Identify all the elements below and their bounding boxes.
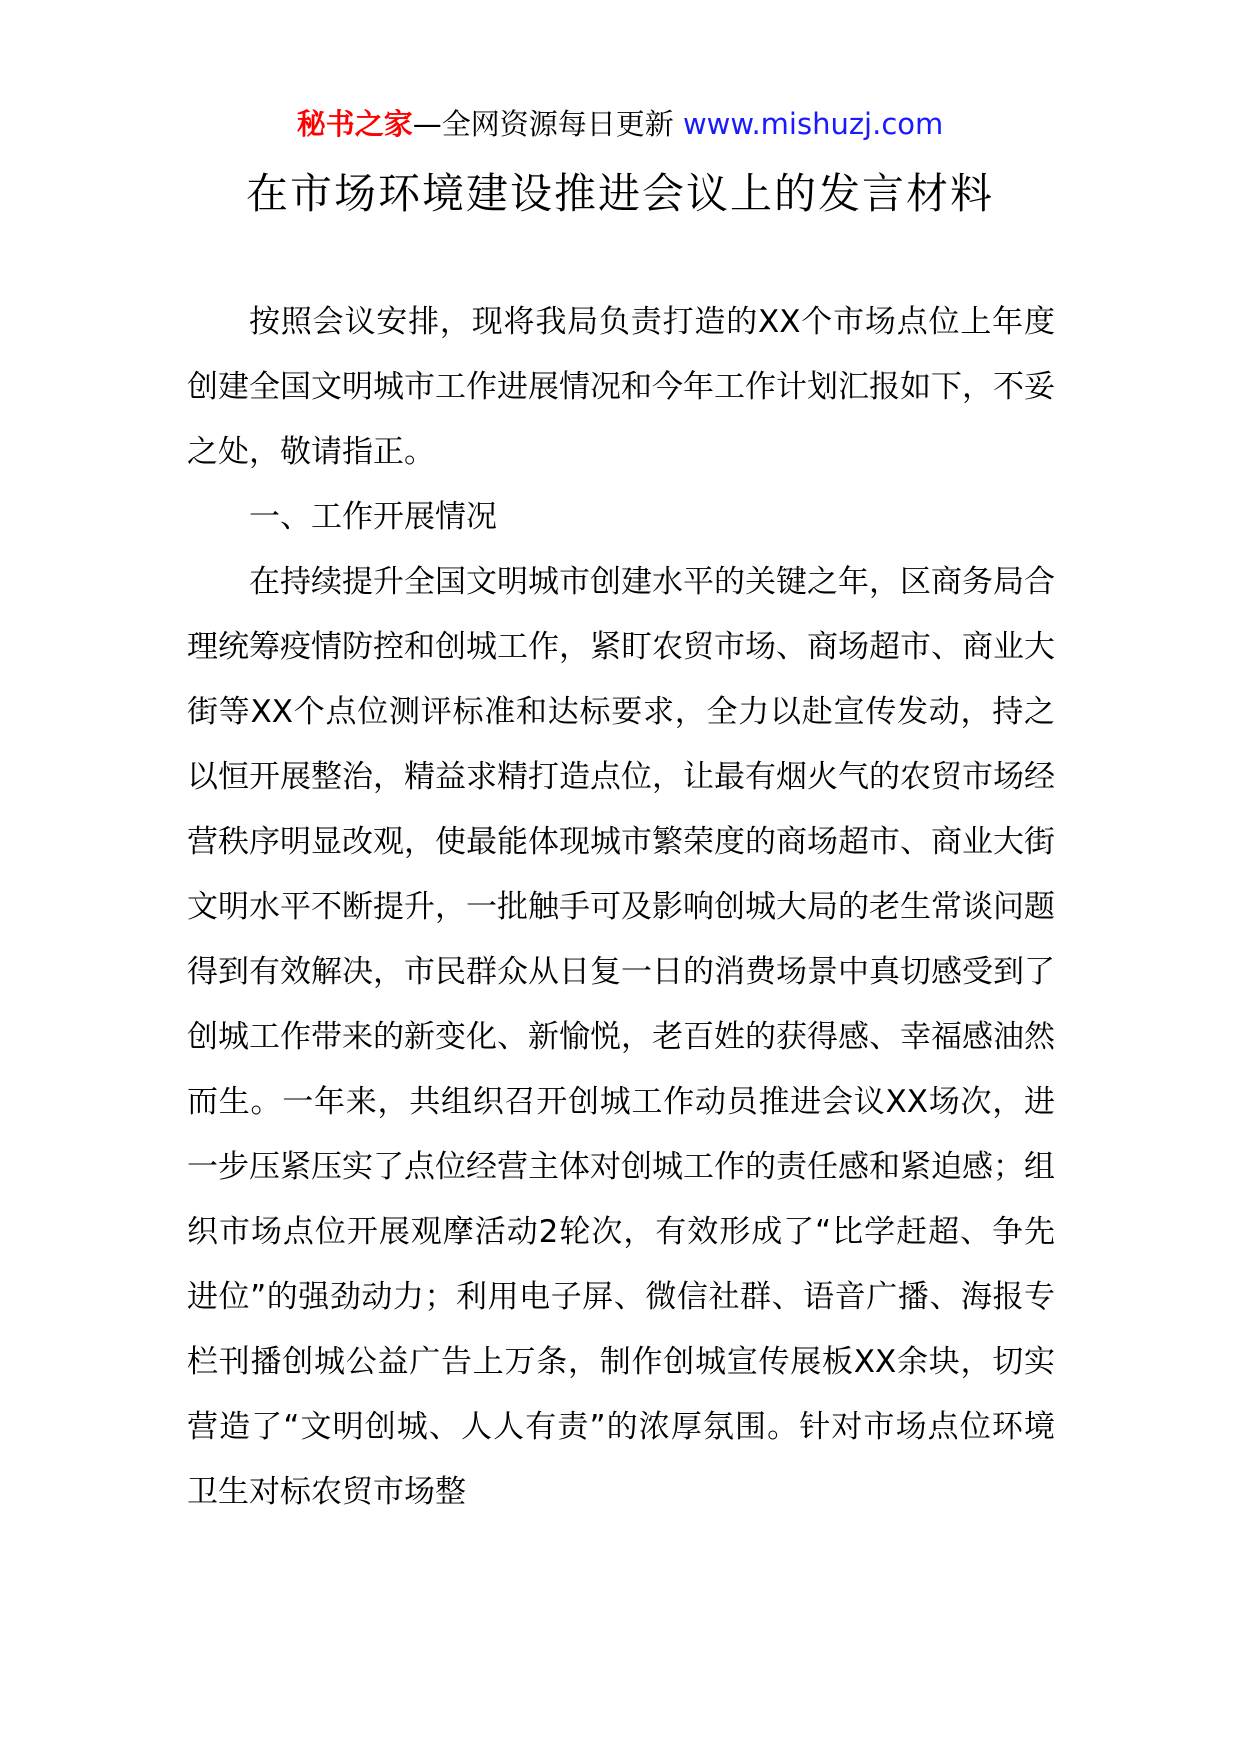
site-url-link[interactable]: www.mishuzj.com xyxy=(682,107,944,141)
brand-name: 秘书之家 xyxy=(296,107,413,141)
document-title: 在市场环境建设推进会议上的发言材料 xyxy=(245,169,994,218)
document-body xyxy=(187,290,1055,1525)
intro-paragraph: 按照会议安排，现将我局负责打造的XX个市场点位上年度创建全国文明城市工作进展情况和今年工作计划汇报如下，不妥之处，敬请指正。 xyxy=(187,304,1055,470)
site-header xyxy=(0,104,1240,144)
header-slogan: —全网资源每日更新 xyxy=(412,107,683,141)
body-paragraph: 在持续提升全国文明城市创建水平的关键之年，区商务局合理统筹疫情防控和创城工作，紧盯农贸市场、商场超市、商业大街等XX个点位测评标准和达标要求，全力以赴宣传发动，持之以恒开展整治，精益求精打造点位，让最有烟火气的农贸市场经营秩序明显改观，使最能体现城市繁荣度的商场超市、商业大街文明水平不断提升，一批触手可及影响创城大局的老生常谈问题得到有效解决，市民群众从日复一日的消费场景中真切感受到了创城工作带来的新变化、新愉悦，老百姓的获得感、幸福感油然而生。一年来，共组织召开创城工作动员推进会议XX场次，进一步压紧压实了点位经营主体对创城工作的责任感和紧迫感；组织市场点位开展观摩活动2轮次，有效形成了“比学赶超、争先进位”的强劲动力；利用电子屏、微信社群、语音广播、海报专栏刊播创城公益广告上万条，制作创城宣传展板XX余块，切实营造了“文明创城、人人有责”的浓厚氛围。针对市场点位环境卫生对标农贸市场整 xyxy=(187,564,1055,1510)
section-heading: 一、工作开展情况 xyxy=(249,499,497,535)
